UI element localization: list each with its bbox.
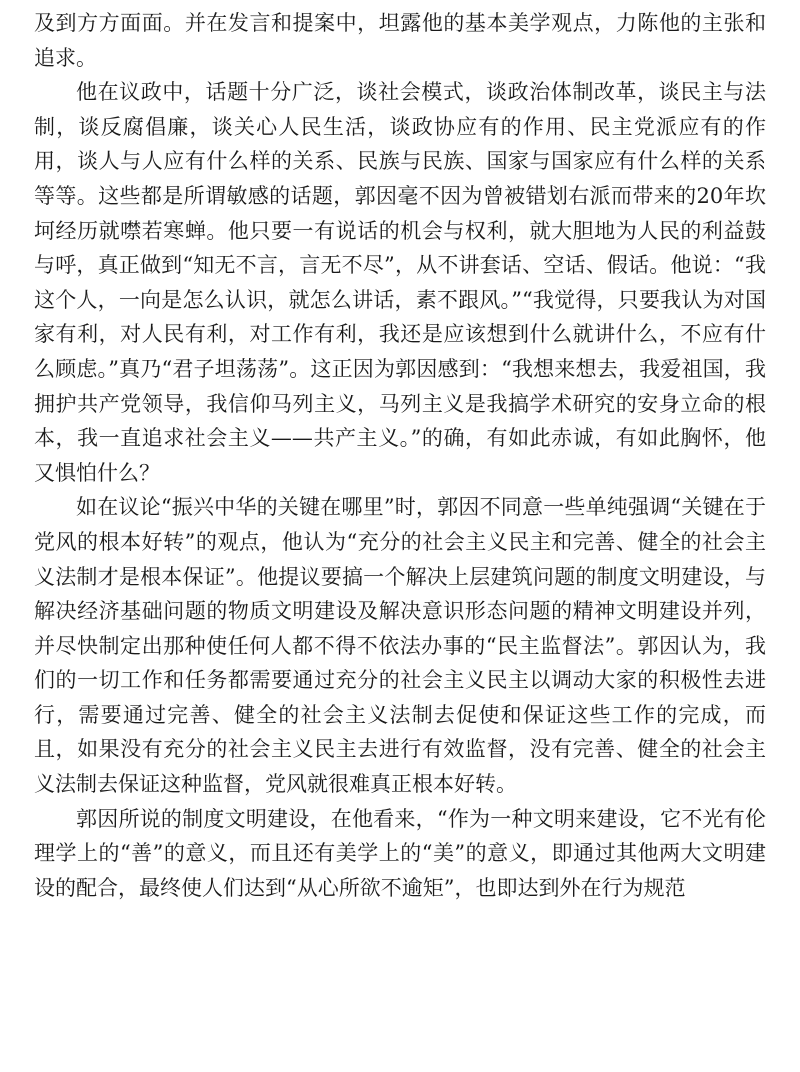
paragraph-2: 他在议政中，话题十分广泛，谈社会模式，谈政治体制改革，谈民主与法制，谈反腐倡廉，谈关心人民生活，谈政协应有的作用、民主党派应有的作用，谈人与人应有什么样的关系、民族与民族、国家与国家应有什么样的关系等等。这些都是所谓敏感的话题，郭因毫不因为曾被错划右派而带来的20年坎坷经历就噤若寒蝉。他只要一有说话的机会与权利，就大胆地为人民的利益鼓与呼，真正做到“知无不言，言无不尽”，从不讲套话、空话、假话。他说：“我这个人，一向是怎么认识，就怎么讲话，素不跟风。”“我觉得，只要我认为对国家有利，对人民有利，对工作有利，我还是应该想到什么就讲什么，不应有什么顾虑。”真乃“君子坦荡荡”。这正因为郭因感到：“我想来想去，我爱祖国，我拥护共产党领导，我信仰马列主义，马列主义是我搞学术研究的安身立命的根本，我一直追求社会主义——共产主义。”的确，有如此赤诚，有如此胸怀，他又惧怕什么？ xyxy=(34,80,766,485)
paragraph-3: 如在议论“振兴中华的关键在哪里”时，郭因不同意一些单纯强调“关键在于党风的根本好转”的观点，他认为“充分的社会主义民主和完善、健全的社会主义法制才是根本保证”。他提议要搞一个解决上层建筑问题的制度文明建设，与解决经济基础问题的物质文明建设及解决意识形态问题的精神文明建设并列，并尽快制定出那种使任何人都不得不依法办事的“民主监督法”。郭因认为，我们的一切工作和任务都需要通过充分的社会主义民主以调动大家的积极性去进行，需要通过完善、健全的社会主义法制去促使和保证这些工作的完成，而且，如果没有充分的社会主义民主去进行有效监督，没有完善、健全的社会主义法制去保证这种监督，党风就很难真正根本好转。 xyxy=(34,495,766,797)
paragraph-1: 及到方方面面。并在发言和提案中，坦露他的基本美学观点，力陈他的主张和追求。 xyxy=(34,11,766,70)
paragraph-4: 郭因所说的制度文明建设，在他看来，“作为一种文明来建设，它不光有伦理学上的“善”的意义，而且还有美学上的“美”的意义，即通过其他两大文明建设的配合，最终使人们达到“从心所欲不逾矩”，也即达到外在行为规范 xyxy=(34,806,766,900)
